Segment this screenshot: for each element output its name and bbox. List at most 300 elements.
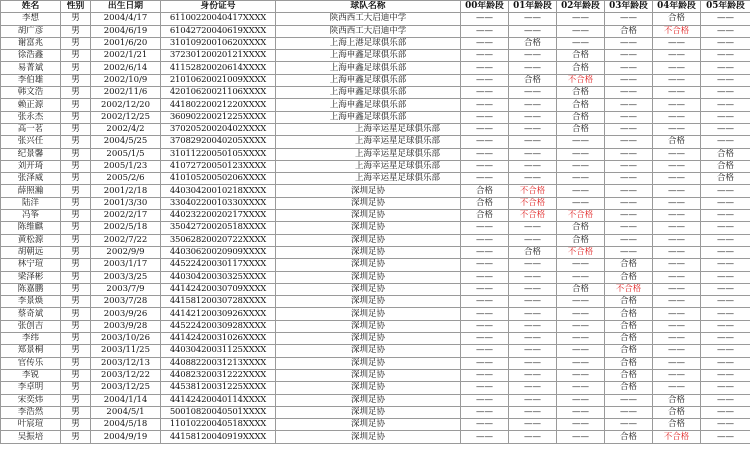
cell-age-group-03: —— <box>605 87 653 99</box>
cell-gender: 男 <box>61 320 91 332</box>
cell-team-name: 深圳足协 <box>276 431 461 443</box>
table-row <box>1 50 750 62</box>
cell-id-number: 44158120030728XXXX <box>161 296 276 308</box>
cell-id-number: 37230120020121XXXX <box>161 50 276 62</box>
cell-id-number: 44082320031222XXXX <box>161 369 276 381</box>
cell-age-group-05: —— <box>701 382 750 394</box>
cell-id-number: 44158120040919XXXX <box>161 431 276 443</box>
cell-birth-date: 2002/6/14 <box>91 62 161 74</box>
cell-age-group-03: 不合格 <box>605 283 653 295</box>
cell-age-group-04: 不合格 <box>653 25 701 37</box>
cell-birth-date: 2001/6/20 <box>91 37 161 49</box>
cell-team-name: 深圳足协 <box>276 357 461 369</box>
cell-age-group-02: 合格 <box>557 234 605 246</box>
cell-age-group-03: —— <box>605 37 653 49</box>
cell-id-number: 37082920040205XXXX <box>161 136 276 148</box>
cell-id-number: 61100220040417XXXX <box>161 13 276 25</box>
cell-age-group-03: 合格 <box>605 308 653 320</box>
cell-name: 高一茗 <box>1 123 61 135</box>
cell-age-group-04: —— <box>653 369 701 381</box>
cell-age-group-03: —— <box>605 222 653 234</box>
cell-age-group-05: —— <box>701 123 750 135</box>
cell-team-name: 深圳足协 <box>276 308 461 320</box>
cell-age-group-01: 合格 <box>509 37 557 49</box>
cell-name: 吴振培 <box>1 431 61 443</box>
cell-birth-date: 2002/5/18 <box>91 222 161 234</box>
table-row <box>1 369 750 381</box>
cell-id-number: 41010520050206XXXX <box>161 173 276 185</box>
cell-age-group-05: —— <box>701 25 750 37</box>
cell-birth-date: 2003/1/17 <box>91 259 161 271</box>
cell-age-group-04: 合格 <box>653 13 701 25</box>
cell-gender: 男 <box>61 111 91 123</box>
cell-age-group-00: —— <box>461 160 509 172</box>
cell-gender: 男 <box>61 222 91 234</box>
cell-age-group-00: 合格 <box>461 210 509 222</box>
cell-age-group-01: —— <box>509 173 557 185</box>
cell-age-group-05: —— <box>701 210 750 222</box>
header-age-group-02: 02年龄段 <box>557 1 605 13</box>
cell-name: 宋奕炜 <box>1 394 61 406</box>
cell-name: 官传乐 <box>1 357 61 369</box>
cell-age-group-05: —— <box>701 259 750 271</box>
cell-id-number: 44023220020217XXXX <box>161 210 276 222</box>
cell-age-group-01: —— <box>509 406 557 418</box>
cell-age-group-04: —— <box>653 222 701 234</box>
cell-age-group-01: —— <box>509 419 557 431</box>
header-age-group-03: 03年龄段 <box>605 1 653 13</box>
cell-gender: 男 <box>61 431 91 443</box>
cell-birth-date: 2002/7/22 <box>91 234 161 246</box>
cell-age-group-01: —— <box>509 50 557 62</box>
cell-gender: 男 <box>61 123 91 135</box>
cell-age-group-03: —— <box>605 136 653 148</box>
cell-age-group-01: —— <box>509 148 557 160</box>
cell-age-group-04: —— <box>653 37 701 49</box>
cell-id-number: 41072720050123XXXX <box>161 160 276 172</box>
cell-age-group-04: —— <box>653 74 701 86</box>
cell-age-group-00: —— <box>461 50 509 62</box>
table-row <box>1 382 750 394</box>
cell-id-number: 44142420040114XXXX <box>161 394 276 406</box>
cell-age-group-01: 不合格 <box>509 210 557 222</box>
cell-age-group-02: 合格 <box>557 62 605 74</box>
cell-age-group-04: —— <box>653 197 701 209</box>
cell-name: 胡朝远 <box>1 246 61 258</box>
table-row <box>1 394 750 406</box>
cell-team-name: 深圳足协 <box>276 222 461 234</box>
cell-age-group-05: —— <box>701 13 750 25</box>
cell-birth-date: 2004/4/17 <box>91 13 161 25</box>
cell-team-name: 深圳足协 <box>276 185 461 197</box>
cell-age-group-03: —— <box>605 123 653 135</box>
cell-birth-date: 2003/7/28 <box>91 296 161 308</box>
cell-id-number: 42010620021106XXXX <box>161 87 276 99</box>
cell-birth-date: 2003/12/22 <box>91 369 161 381</box>
cell-birth-date: 2004/9/19 <box>91 431 161 443</box>
cell-name: 赖正源 <box>1 99 61 111</box>
cell-name: 张泽威 <box>1 173 61 185</box>
cell-id-number: 35062820020722XXXX <box>161 234 276 246</box>
cell-team-name: 深圳足协 <box>276 271 461 283</box>
cell-age-group-05: 合格 <box>701 160 750 172</box>
cell-age-group-02: —— <box>557 419 605 431</box>
cell-id-number: 11010220040518XXXX <box>161 419 276 431</box>
cell-team-name: 深圳足协 <box>276 394 461 406</box>
cell-age-group-03: 合格 <box>605 345 653 357</box>
cell-age-group-03: —— <box>605 13 653 25</box>
cell-age-group-05: —— <box>701 99 750 111</box>
cell-name: 韩文浩 <box>1 87 61 99</box>
cell-team-name: 上海申鑫足球俱乐部 <box>276 87 461 99</box>
table-row <box>1 431 750 443</box>
cell-birth-date: 2001/3/30 <box>91 197 161 209</box>
cell-age-group-03: —— <box>605 406 653 418</box>
cell-team-name: 深圳足协 <box>276 210 461 222</box>
cell-age-group-02: —— <box>557 333 605 345</box>
cell-name: 张创吉 <box>1 320 61 332</box>
cell-age-group-00: —— <box>461 419 509 431</box>
cell-team-name: 深圳足协 <box>276 234 461 246</box>
cell-birth-date: 2002/2/17 <box>91 210 161 222</box>
cell-gender: 男 <box>61 345 91 357</box>
cell-name: 纪景馨 <box>1 148 61 160</box>
cell-age-group-01: —— <box>509 357 557 369</box>
cell-age-group-04: —— <box>653 62 701 74</box>
cell-age-group-04: —— <box>653 357 701 369</box>
cell-team-name: 深圳足协 <box>276 382 461 394</box>
cell-id-number: 35042720020518XXXX <box>161 222 276 234</box>
cell-name: 李卓明 <box>1 382 61 394</box>
cell-age-group-01: —— <box>509 234 557 246</box>
cell-age-group-00: —— <box>461 222 509 234</box>
cell-age-group-02: —— <box>557 25 605 37</box>
header-row <box>1 1 750 13</box>
cell-age-group-01: —— <box>509 25 557 37</box>
cell-age-group-01: —— <box>509 123 557 135</box>
table-row <box>1 87 750 99</box>
header-age-group-01: 01年龄段 <box>509 1 557 13</box>
cell-age-group-02: 合格 <box>557 50 605 62</box>
cell-gender: 男 <box>61 136 91 148</box>
cell-gender: 男 <box>61 62 91 74</box>
cell-id-number: 44088220031213XXXX <box>161 357 276 369</box>
cell-team-name: 上海幸运星足球俱乐部 <box>276 160 461 172</box>
table-row <box>1 123 750 135</box>
header-age-group-00: 00年龄段 <box>461 1 509 13</box>
cell-age-group-05: —— <box>701 222 750 234</box>
cell-id-number: 50010820040501XXXX <box>161 406 276 418</box>
cell-age-group-00: —— <box>461 148 509 160</box>
cell-gender: 男 <box>61 246 91 258</box>
cell-id-number: 44030420031125XXXX <box>161 345 276 357</box>
cell-age-group-05: —— <box>701 271 750 283</box>
table-row <box>1 296 750 308</box>
cell-name: 叶宸瑄 <box>1 419 61 431</box>
cell-id-number: 61042720040619XXXX <box>161 25 276 37</box>
cell-age-group-01: —— <box>509 283 557 295</box>
cell-age-group-03: 合格 <box>605 369 653 381</box>
cell-age-group-04: —— <box>653 185 701 197</box>
cell-age-group-05: 合格 <box>701 148 750 160</box>
cell-age-group-05: —— <box>701 394 750 406</box>
cell-id-number: 44030420010218XXXX <box>161 185 276 197</box>
cell-age-group-04: —— <box>653 271 701 283</box>
cell-age-group-05: —— <box>701 136 750 148</box>
cell-age-group-01: —— <box>509 62 557 74</box>
cell-age-group-01: —— <box>509 87 557 99</box>
table-row <box>1 136 750 148</box>
cell-age-group-02: —— <box>557 13 605 25</box>
cell-age-group-04: 合格 <box>653 394 701 406</box>
cell-age-group-03: —— <box>605 74 653 86</box>
cell-age-group-05: —— <box>701 320 750 332</box>
cell-age-group-00: —— <box>461 234 509 246</box>
cell-age-group-01: —— <box>509 431 557 443</box>
cell-name: 谢富兆 <box>1 37 61 49</box>
cell-age-group-02: —— <box>557 394 605 406</box>
cell-age-group-05: —— <box>701 50 750 62</box>
cell-age-group-02: —— <box>557 148 605 160</box>
cell-age-group-03: 合格 <box>605 357 653 369</box>
table-row <box>1 25 750 37</box>
cell-name: 黄松源 <box>1 234 61 246</box>
cell-birth-date: 2005/2/6 <box>91 173 161 185</box>
cell-gender: 男 <box>61 382 91 394</box>
cell-age-group-02: —— <box>557 369 605 381</box>
cell-age-group-02: 合格 <box>557 87 605 99</box>
cell-birth-date: 2004/5/1 <box>91 406 161 418</box>
cell-age-group-00: —— <box>461 246 509 258</box>
cell-age-group-00: —— <box>461 74 509 86</box>
cell-gender: 男 <box>61 50 91 62</box>
cell-age-group-02: —— <box>557 406 605 418</box>
cell-team-name: 深圳足协 <box>276 259 461 271</box>
cell-gender: 男 <box>61 271 91 283</box>
cell-age-group-04: —— <box>653 320 701 332</box>
cell-age-group-04: —— <box>653 148 701 160</box>
cell-age-group-03: —— <box>605 234 653 246</box>
cell-age-group-04: —— <box>653 345 701 357</box>
cell-id-number: 44142420031026XXXX <box>161 333 276 345</box>
table-row <box>1 283 750 295</box>
cell-team-name: 上海申鑫足球俱乐部 <box>276 50 461 62</box>
cell-gender: 男 <box>61 99 91 111</box>
cell-team-name: 深圳足协 <box>276 333 461 345</box>
cell-id-number: 44522420030117XXXX <box>161 259 276 271</box>
table-body <box>1 13 750 443</box>
cell-age-group-04: —— <box>653 246 701 258</box>
cell-name: 陈维麒 <box>1 222 61 234</box>
cell-age-group-04: —— <box>653 123 701 135</box>
cell-age-group-04: 不合格 <box>653 431 701 443</box>
cell-age-group-00: 合格 <box>461 197 509 209</box>
cell-gender: 男 <box>61 25 91 37</box>
table-row <box>1 185 750 197</box>
cell-age-group-01: —— <box>509 308 557 320</box>
cell-id-number: 33040220010330XXXX <box>161 197 276 209</box>
cell-age-group-00: —— <box>461 271 509 283</box>
cell-name: 徐浩鑫 <box>1 50 61 62</box>
table-row <box>1 13 750 25</box>
cell-age-group-02: —— <box>557 271 605 283</box>
cell-age-group-05: —— <box>701 345 750 357</box>
cell-gender: 男 <box>61 185 91 197</box>
cell-birth-date: 2004/6/19 <box>91 25 161 37</box>
cell-age-group-01: —— <box>509 333 557 345</box>
cell-id-number: 44030420030325XXXX <box>161 271 276 283</box>
cell-age-group-03: —— <box>605 246 653 258</box>
cell-age-group-04: 合格 <box>653 419 701 431</box>
cell-age-group-02: 不合格 <box>557 246 605 258</box>
cell-age-group-03: 合格 <box>605 320 653 332</box>
cell-age-group-01: —— <box>509 99 557 111</box>
cell-age-group-03: 合格 <box>605 333 653 345</box>
cell-age-group-05: —— <box>701 283 750 295</box>
cell-age-group-05: —— <box>701 111 750 123</box>
cell-age-group-05: —— <box>701 87 750 99</box>
cell-gender: 男 <box>61 210 91 222</box>
table-row <box>1 222 750 234</box>
cell-age-group-03: 合格 <box>605 296 653 308</box>
cell-age-group-01: —— <box>509 382 557 394</box>
cell-name: 蔡奇斌 <box>1 308 61 320</box>
cell-age-group-03: —— <box>605 185 653 197</box>
cell-id-number: 31011220050105XXXX <box>161 148 276 160</box>
cell-birth-date: 2002/12/20 <box>91 99 161 111</box>
cell-age-group-01: —— <box>509 345 557 357</box>
cell-age-group-04: —— <box>653 308 701 320</box>
cell-age-group-05: —— <box>701 246 750 258</box>
cell-age-group-03: 合格 <box>605 271 653 283</box>
cell-birth-date: 2004/5/25 <box>91 136 161 148</box>
cell-team-name: 上海申鑫足球俱乐部 <box>276 74 461 86</box>
cell-id-number: 44522420030928XXXX <box>161 320 276 332</box>
cell-age-group-05: —— <box>701 333 750 345</box>
cell-name: 陆洋 <box>1 197 61 209</box>
header-gender: 性别 <box>61 1 91 13</box>
cell-age-group-05: —— <box>701 369 750 381</box>
cell-birth-date: 2003/7/9 <box>91 283 161 295</box>
cell-age-group-04: —— <box>653 87 701 99</box>
cell-gender: 男 <box>61 259 91 271</box>
table-row <box>1 333 750 345</box>
cell-birth-date: 2003/9/28 <box>91 320 161 332</box>
cell-name: 李伯雄 <box>1 74 61 86</box>
cell-age-group-02: —— <box>557 259 605 271</box>
cell-age-group-01: —— <box>509 13 557 25</box>
cell-id-number: 44142420030709XXXX <box>161 283 276 295</box>
cell-birth-date: 2002/4/2 <box>91 123 161 135</box>
header-age-group-04: 04年龄段 <box>653 1 701 13</box>
cell-name: 薛照瀚 <box>1 185 61 197</box>
cell-age-group-03: 合格 <box>605 431 653 443</box>
cell-age-group-04: —— <box>653 160 701 172</box>
table-row <box>1 345 750 357</box>
table-row <box>1 357 750 369</box>
cell-team-name: 上海幸运星足球俱乐部 <box>276 136 461 148</box>
cell-age-group-00: —— <box>461 296 509 308</box>
cell-age-group-00: —— <box>461 37 509 49</box>
cell-age-group-04: —— <box>653 173 701 185</box>
cell-age-group-04: —— <box>653 296 701 308</box>
cell-name: 刘开琦 <box>1 160 61 172</box>
cell-age-group-01: —— <box>509 136 557 148</box>
cell-team-name: 上海幸运星足球俱乐部 <box>276 123 461 135</box>
cell-age-group-00: —— <box>461 333 509 345</box>
cell-team-name: 深圳足协 <box>276 296 461 308</box>
cell-age-group-04: —— <box>653 382 701 394</box>
cell-age-group-05: —— <box>701 308 750 320</box>
cell-team-name: 深圳足协 <box>276 369 461 381</box>
cell-team-name: 上海上港足球俱乐部 <box>276 37 461 49</box>
cell-age-group-01: 合格 <box>509 74 557 86</box>
cell-gender: 男 <box>61 419 91 431</box>
cell-age-group-00: —— <box>461 382 509 394</box>
cell-age-group-02: 不合格 <box>557 210 605 222</box>
cell-age-group-03: —— <box>605 210 653 222</box>
cell-age-group-02: —— <box>557 173 605 185</box>
cell-team-name: 上海申鑫足球俱乐部 <box>276 62 461 74</box>
cell-name: 李纬 <box>1 333 61 345</box>
cell-age-group-01: —— <box>509 222 557 234</box>
cell-name: 李浩然 <box>1 406 61 418</box>
cell-age-group-02: —— <box>557 296 605 308</box>
cell-age-group-00: —— <box>461 173 509 185</box>
cell-name: 张兴任 <box>1 136 61 148</box>
table-row <box>1 62 750 74</box>
table-row <box>1 406 750 418</box>
cell-age-group-03: —— <box>605 394 653 406</box>
cell-age-group-01: 不合格 <box>509 197 557 209</box>
cell-age-group-00: —— <box>461 259 509 271</box>
cell-id-number: 41152820020614XXXX <box>161 62 276 74</box>
cell-age-group-02: —— <box>557 320 605 332</box>
cell-age-group-01: —— <box>509 259 557 271</box>
cell-age-group-00: —— <box>461 308 509 320</box>
cell-age-group-00: —— <box>461 87 509 99</box>
cell-age-group-02: 合格 <box>557 283 605 295</box>
cell-age-group-00: —— <box>461 394 509 406</box>
cell-gender: 男 <box>61 173 91 185</box>
cell-age-group-04: —— <box>653 259 701 271</box>
cell-age-group-04: —— <box>653 333 701 345</box>
cell-name: 李想 <box>1 13 61 25</box>
cell-age-group-03: —— <box>605 160 653 172</box>
cell-age-group-04: —— <box>653 111 701 123</box>
cell-age-group-03: —— <box>605 173 653 185</box>
cell-team-name: 上海幸运星足球俱乐部 <box>276 148 461 160</box>
cell-birth-date: 2003/3/25 <box>91 271 161 283</box>
cell-team-name: 陕西西工大启迪中学 <box>276 25 461 37</box>
cell-birth-date: 2001/2/18 <box>91 185 161 197</box>
cell-age-group-05: —— <box>701 357 750 369</box>
cell-age-group-02: —— <box>557 431 605 443</box>
cell-gender: 男 <box>61 357 91 369</box>
table-row <box>1 271 750 283</box>
cell-birth-date: 2003/12/13 <box>91 357 161 369</box>
cell-age-group-02: —— <box>557 345 605 357</box>
cell-age-group-03: —— <box>605 62 653 74</box>
cell-gender: 男 <box>61 197 91 209</box>
table-row <box>1 148 750 160</box>
cell-age-group-05: 合格 <box>701 173 750 185</box>
cell-age-group-03: —— <box>605 111 653 123</box>
cell-age-group-00: —— <box>461 283 509 295</box>
cell-team-name: 上海幸运星足球俱乐部 <box>276 173 461 185</box>
cell-name: 张永杰 <box>1 111 61 123</box>
cell-birth-date: 2002/9/9 <box>91 246 161 258</box>
